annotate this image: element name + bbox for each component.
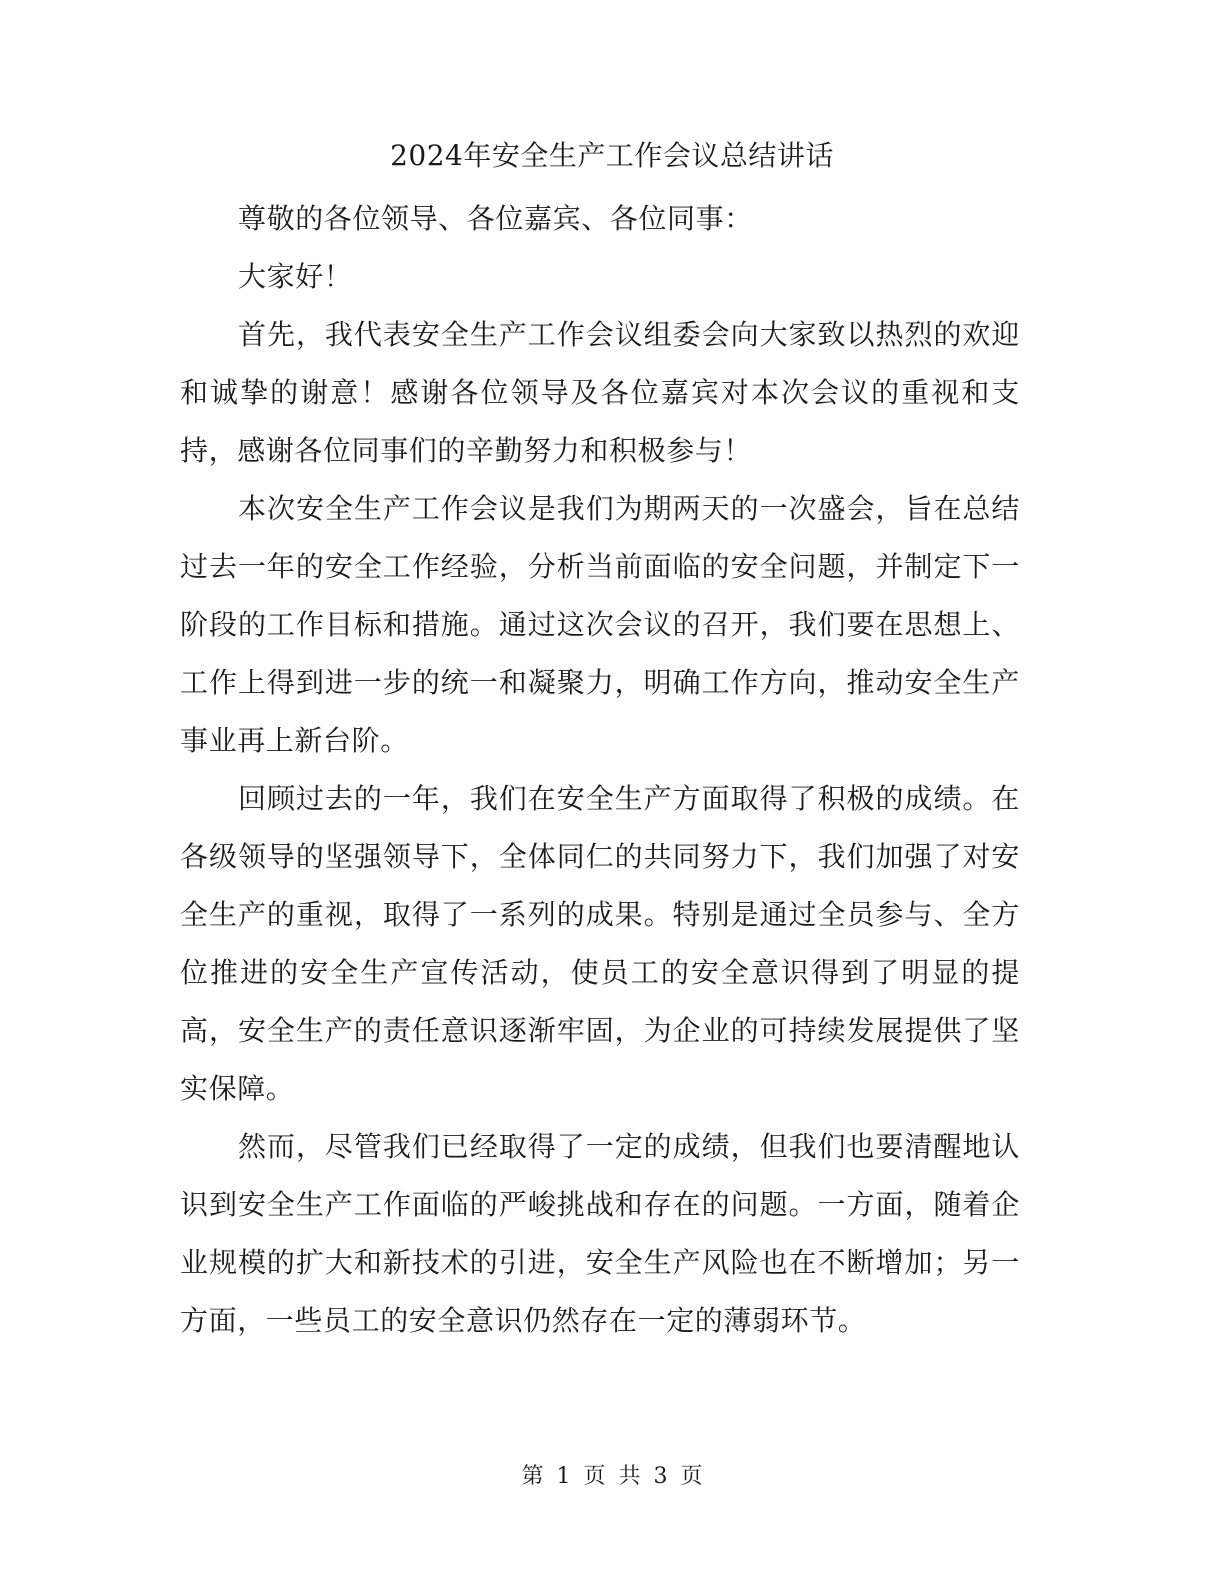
paragraph: 本次安全生产工作会议是我们为期两天的一次盛会，旨在总结过去一年的安全工作经验，分析当前面临的安全问题，并制定下一阶段的工作目标和措施。通过这次会议的召开，我们要在思想上、工作上得到进一步的统一和凝聚力，明确工作方向，推动安全生产事业再上新台阶。 (180, 492, 1020, 757)
paragraph: 首先，我代表安全生产工作会议组委会向大家致以热烈的欢迎和诚挚的谢意！感谢各位领导及各位嘉宾对本次会议的重视和支持，感谢各位同事们的辛勤努力和积极参与！ (180, 318, 1020, 467)
salutation: 尊敬的各位领导、各位嘉宾、各位同事： (238, 202, 753, 235)
document-title: 2024年安全生产工作会议总结讲话 (390, 139, 834, 172)
greeting: 大家好！ (238, 260, 353, 293)
page-number-footer: 第 1 页 共 3 页 (521, 1464, 703, 1489)
paragraph: 然而，尽管我们已经取得了一定的成绩，但我们也要清醒地认识到安全生产工作面临的严峻挑战和存在的问题。一方面，随着企业规模的扩大和新技术的引进，安全生产风险也在不断增加；另一方面，一些员工的安全意识仍然存在一定的薄弱环节。 (180, 1130, 1020, 1337)
paragraph: 回顾过去的一年，我们在安全生产方面取得了积极的成绩。在各级领导的坚强领导下，全体同仁的共同努力下，我们加强了对安全生产的重视，取得了一系列的成果。特别是通过全员参与、全方位推进的安全生产宣传活动，使员工的安全意识得到了明显的提高，安全生产的责任意识逐渐牢固，为企业的可持续发展提供了坚实保障。 (180, 782, 1020, 1105)
document-body (180, 190, 1020, 1350)
